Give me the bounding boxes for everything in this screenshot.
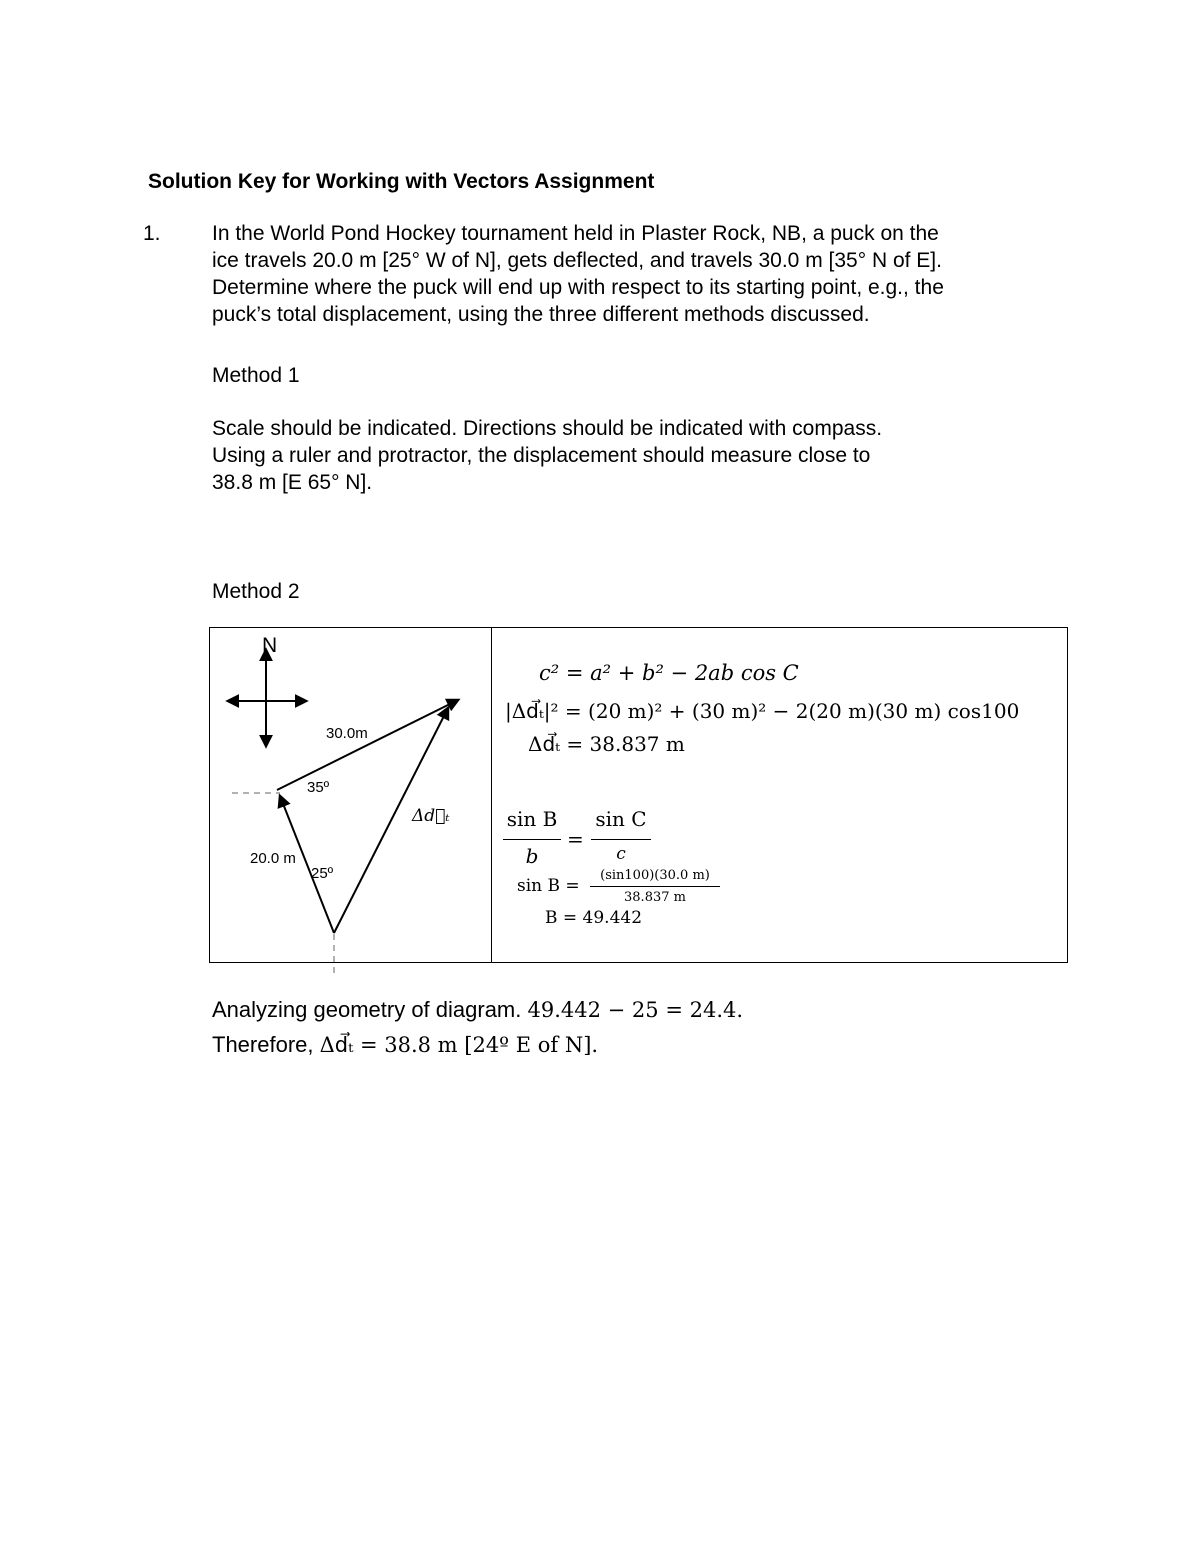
- sine-law-lhs-denominator: b: [525, 844, 539, 868]
- question-text: [212, 220, 1072, 328]
- sinB-label: sin B =: [517, 876, 580, 896]
- summary-line-2-text: Therefore,: [212, 1032, 314, 1057]
- method1-text: [212, 415, 1072, 496]
- method2-table: [209, 627, 1068, 963]
- sinB-numerator: (sin100)(30.0 m): [600, 868, 710, 883]
- sine-law-lhs-numerator: sin B: [506, 807, 558, 831]
- question-line: ice travels 20.0 m [25° W of N], gets deflected, and travels 30.0 m [35° N of E].: [212, 249, 942, 272]
- vector-diagram: [210, 628, 492, 964]
- substitution-equation: |Δd⃗ₜ|² = (20 m)² + (30 m)² − 2(20 m)(30 m) cos100: [505, 699, 1020, 723]
- sine-law-rhs-fraction-bar: [591, 839, 651, 840]
- sinB-fraction-bar: [590, 886, 720, 887]
- summary-line-1-text: Analyzing geometry of diagram.: [212, 997, 522, 1022]
- document-title: Solution Key for Working with Vectors Assignment: [148, 170, 655, 193]
- method1-heading: Method 1: [212, 364, 300, 387]
- resultant-label: Δd⃗ₜ: [412, 806, 450, 826]
- vector-a-label: 20.0 m: [250, 850, 296, 867]
- angle-b-label: 35º: [307, 779, 330, 796]
- question-line: Determine where the puck will end up with respect to its starting point, e.g., the: [212, 276, 944, 299]
- sine-law-equals: =: [567, 827, 584, 851]
- sinB-denominator: 38.837 m: [624, 890, 686, 905]
- question-line: In the World Pond Hockey tournament held in Plaster Rock, NB, a puck on the: [212, 222, 939, 245]
- method1-line: 38.8 m [E 65° N].: [212, 471, 373, 494]
- cosine-law-equation: c² = a² + b² − 2ab cos C: [539, 661, 799, 685]
- compass-icon: [228, 650, 306, 746]
- question-line: puck’s total displacement, using the three different methods discussed.: [212, 303, 870, 326]
- vector-diagram-svg: [210, 628, 492, 973]
- angle-a-label: 25º: [311, 865, 334, 882]
- vector-b-arrow: [277, 700, 458, 790]
- sine-law-rhs-denominator: c: [616, 844, 626, 864]
- question-number: 1.: [143, 222, 161, 245]
- summary-line-1-math: 49.442 − 25 = 24.4.: [527, 998, 744, 1022]
- north-label: N: [262, 634, 278, 657]
- method2-heading: Method 2: [212, 580, 300, 603]
- method1-line: Scale should be indicated. Directions should be indicated with compass.: [212, 417, 883, 440]
- method1-line: Using a ruler and protractor, the displacement should measure close to: [212, 444, 871, 467]
- magnitude-equation: Δd⃗ₜ = 38.837 m: [528, 732, 685, 756]
- angle-B-result: B = 49.442: [545, 908, 643, 928]
- summary-line-2-math: Δd⃗ₜ = 38.8 m [24º E of N].: [319, 1033, 599, 1057]
- sine-law-rhs-numerator: sin C: [595, 807, 647, 831]
- summary-line-1: [212, 997, 743, 1023]
- summary-line-2: [212, 1032, 598, 1058]
- vector-b-label: 30.0m: [326, 725, 368, 742]
- equations-cell: [493, 628, 1069, 964]
- sine-law-lhs-fraction-bar: [503, 839, 561, 840]
